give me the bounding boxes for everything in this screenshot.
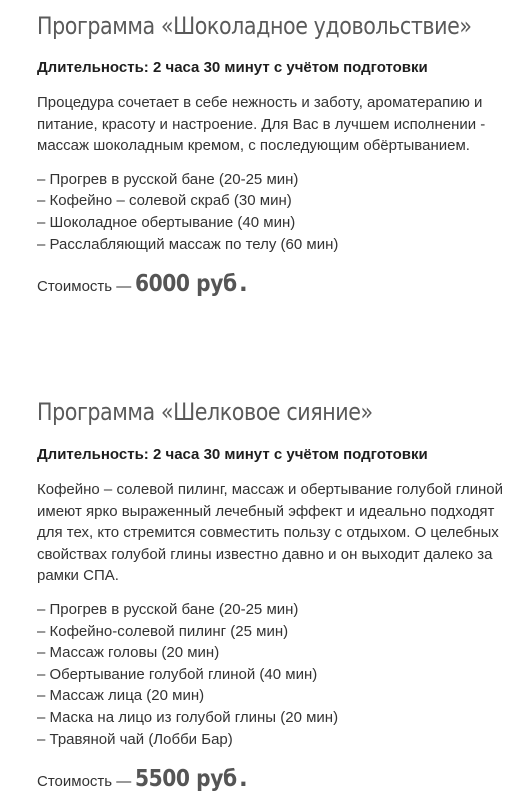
list-item: – Кофейно – солевой скраб (30 мин) [37,192,292,210]
list-item: – Массаж лица (20 мин) [37,687,205,705]
program-steps-list [37,169,507,255]
list-item: – Шоколадное обертывание (40 мин) [37,213,296,231]
list-item: – Кофейно-солевой пилинг (25 мин) [37,622,289,640]
price-label: Стоимость — [37,773,132,791]
program-price [37,764,507,797]
program-title: Программа «Шелковое сияние» [37,398,373,426]
program-silk-radiance [37,396,507,797]
price-suffix: . [238,271,248,298]
program-description: Кофейно – солевой пилинг, массаж и обертывание голубой глиной имеют ярко выраженный лечебный эффект и идеально подходят для тех, кто стремится совместить пользу с отдыхом. О целебных свойствах голубой глины известно давно и он выходит далеко за рамки СПА. [37,481,503,585]
list-item: – Расслабляющий массаж по телу (60 мин) [37,235,339,253]
list-item: – Прогрев в русской бане (20-25 мин) [37,600,299,618]
price-value: 5500 руб [135,766,238,793]
program-steps-list [37,599,507,750]
list-item: – Прогрев в русской бане (20-25 мин) [37,170,299,188]
program-description: Процедура сочетает в себе нежность и заботу, ароматерапию и питание, красоту и настроение. Для Вас в лучшем исполнении - массаж шоколадным кремом, с последующим обёртыванием. [37,94,486,155]
program-price [37,269,507,302]
list-item: – Массаж головы (20 мин) [37,644,220,662]
program-duration: Длительность: 2 часа 30 минут с учётом подготовки [37,59,428,76]
price-suffix: . [238,766,248,793]
price-label: Стоимость — [37,278,132,296]
list-item: – Обертывание голубой глиной (40 мин) [37,665,318,683]
price-value: 6000 руб [135,271,238,298]
program-title: Программа «Шоколадное удовольствие» [37,12,472,40]
program-chocolate-pleasure [37,10,507,302]
list-item: – Травяной чай (Лобби Бар) [37,730,233,748]
list-item: – Маска на лицо из голубой глины (20 мин) [37,708,339,726]
program-duration: Длительность: 2 часа 30 минут с учётом подготовки [37,446,428,463]
